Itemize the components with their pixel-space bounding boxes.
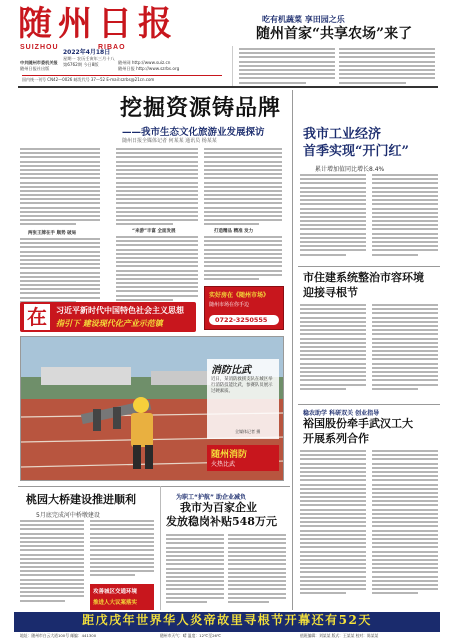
lead-byline: 随州日报全媒体记者 何某某 通讯员 杨某某 [122, 138, 217, 144]
story1-col-2 [372, 174, 438, 264]
bottom-mid-headline-b: 发放稳岗补贴548万元 [166, 515, 277, 528]
lead-headline: 挖掘资源铸品牌 [120, 95, 282, 121]
footer-info-1: 地址：随州市白云大道100号 邮编：441300 [20, 633, 97, 638]
lead-col-2b [116, 236, 198, 308]
promo-headline: 随州首家“共享农场”来了 [256, 26, 413, 42]
photo-banner-title: 随州消防 [211, 450, 248, 460]
bottom-left-box-title: 攻善城区交通环境 [93, 589, 138, 595]
photo-credit: 全媒体记者 摄 [235, 429, 261, 434]
masthead-pinyin-right: RIBAO [98, 44, 126, 51]
ad-title: 实好房在《随州市场》 [209, 292, 270, 299]
story2-col-1 [300, 304, 366, 400]
bottom-left-sub: 5月底完成河中桥墩建设 [36, 512, 100, 519]
lead-col-1b [20, 238, 100, 308]
masthead-date: 2022年4月18日 [63, 49, 111, 56]
ad-box[interactable] [204, 286, 284, 330]
bottom-left-col-1 [20, 520, 84, 610]
bottom-mid-col-2 [228, 534, 286, 610]
bottom-mid-kicker: 为职工“护航” 助企业减负 [176, 494, 246, 501]
story3-headline-a: 裕国股份牵手武汉工大 [303, 417, 413, 430]
story2-col-2 [372, 304, 438, 400]
story-divider-1 [298, 266, 440, 267]
lead-section-3: 打造精品 精准 发力 [214, 229, 254, 234]
bottom-divider [18, 486, 290, 487]
masthead-pinyin-left: SUIZHOU [20, 44, 59, 51]
promo-banner-line1: 习近平新时代中国特色社会主义思想 [56, 306, 184, 315]
masthead-issue: 第6762期 今日8版 [63, 62, 99, 67]
top-divider [18, 86, 438, 88]
lead-section-1: 两张王牌在手 顺势 破局 [28, 231, 77, 236]
lead-col-3 [204, 148, 282, 230]
photo-caption-text: 近日，某消防救援支队在城区举行消防技能比武，参赛队员展示过硬素质。 [211, 377, 273, 394]
lead-subhead: ——我市生态文化旅游业发展探访 [122, 127, 265, 138]
bottom-left-headline: 桃园大桥建设推进顺利 [26, 493, 136, 506]
promo-banner-line2: 指引下 建设现代化产业示范镇 [56, 319, 163, 328]
lead-col-2 [116, 148, 198, 230]
bottom-left-col-2 [90, 520, 154, 582]
photo-caption-box [207, 359, 279, 439]
story3-col-1 [300, 450, 366, 608]
photo-caption-title: 消防比武 [211, 365, 251, 376]
promo-banner-badge: 在 [24, 304, 50, 330]
story1-col-1 [300, 174, 366, 264]
footer-info-2: 随州市天气：晴 温度：12℃至26℃ [160, 633, 222, 638]
ad-phone[interactable]: 0722-3250555 [215, 316, 268, 324]
footer-info-3: 值班编辑：刘某某 版式：王某某 校对：陈某某 [300, 633, 379, 638]
story3-kicker: 稳农助学 科研双关 创业指导 [303, 410, 380, 417]
bottom-left-box[interactable] [90, 584, 154, 610]
story3-headline-b: 开展系列合作 [303, 432, 369, 445]
footer-banner-text: 距戊戌年世界华人炎帝故里寻根节开幕还有52天 [82, 613, 372, 627]
lead-section-2: “来游”丰富 全面发展 [132, 229, 176, 234]
website-1[interactable]: 随州网 http://www.suiz.cn [118, 60, 171, 65]
promo-body [232, 46, 438, 86]
masthead-weekday: 星期一 农历壬寅年三月十八 [63, 56, 115, 61]
photo-banner [207, 445, 279, 471]
ad-body: 随州市场在你手边 [209, 302, 250, 308]
footer-banner [14, 612, 440, 632]
bottom-mid-headline-a: 我市为百家企业 [180, 501, 257, 514]
masthead-code-line: 国内统一刊号 CN42—0026 邮发代号 37—52 E-mail:szrbs@21cn.com [22, 77, 155, 82]
story-divider-2 [298, 404, 440, 405]
masthead-rule [22, 75, 222, 76]
story1-headline-a: 我市工业经济 [303, 127, 382, 142]
lead-col-3b [204, 236, 282, 286]
promo-kicker: 吃有机蔬菜 享田园之乐 [262, 15, 345, 24]
bottom-mid-col-1 [166, 534, 224, 610]
website-2[interactable]: 随州日报 http://www.szrbs.org [118, 66, 180, 71]
masthead-title: 随州日报 [18, 4, 178, 44]
bottom-left-box-text: 推进人大议案落实 [93, 600, 138, 606]
lead-col-1 [20, 148, 100, 230]
story1-headline-b: 首季实现“开门红” [303, 144, 409, 159]
masthead-publisher: 中共随州市委机关报 随州日报社出版 [20, 60, 58, 71]
right-divider [292, 90, 293, 610]
masthead-web [118, 60, 218, 72]
bottom-mid-divider [160, 486, 161, 610]
lead-photo [20, 336, 284, 481]
story2-headline-b: 迎接寻根节 [303, 286, 358, 299]
story2-headline-a: 市住建系统整治市容环境 [303, 271, 424, 284]
photo-banner-text: 火热比武 [211, 461, 236, 468]
story1-sub: 累计增加值同比增长8.4% [315, 166, 385, 173]
promo-banner[interactable] [20, 302, 196, 332]
story3-col-2 [372, 450, 438, 608]
